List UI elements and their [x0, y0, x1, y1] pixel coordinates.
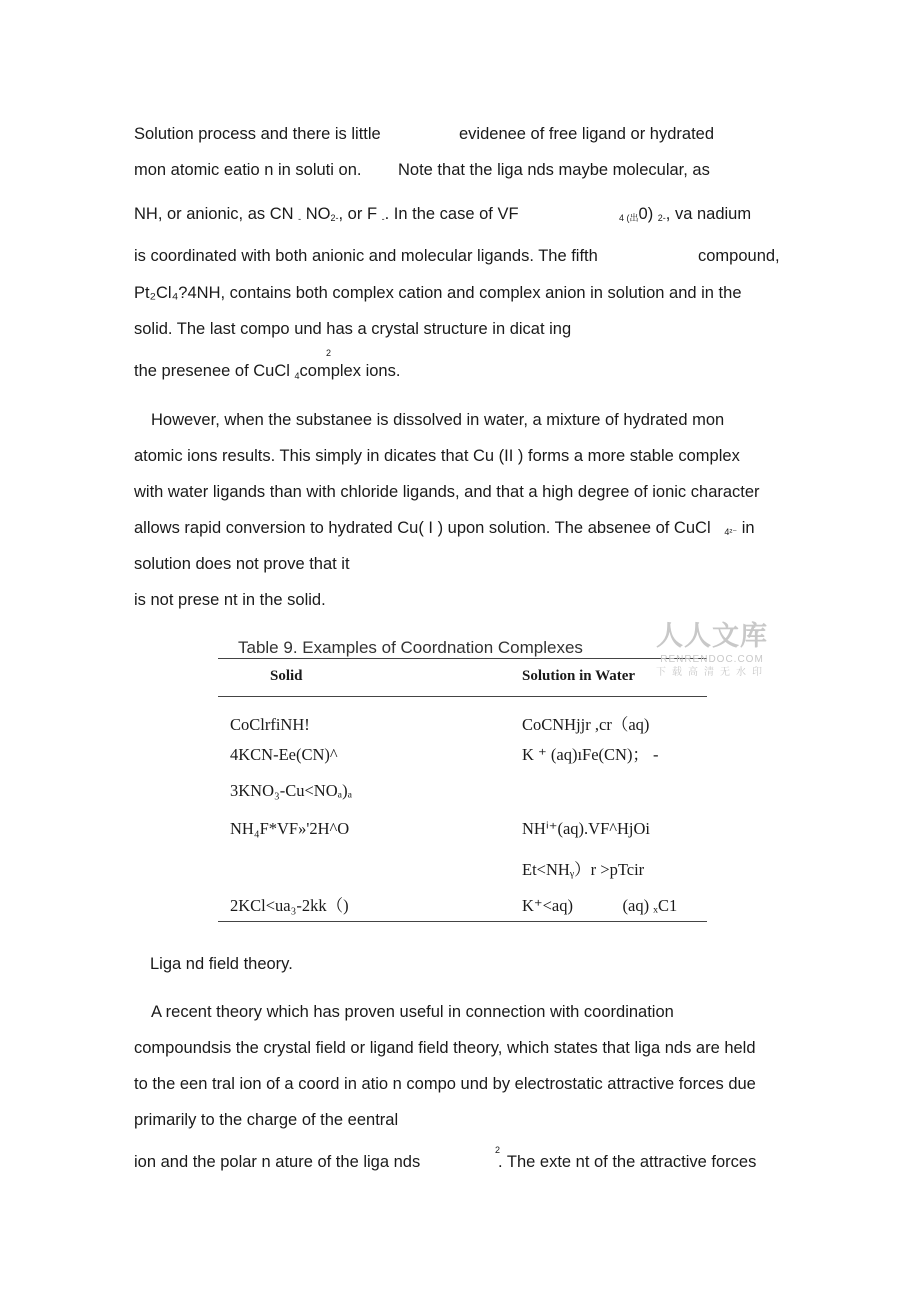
table-cell-solution: Et<NHᵧ）r >pTcir — [522, 860, 645, 879]
section-line4: primarily to the charge of the eentral — [134, 1111, 399, 1129]
para1-line5: Pt₂Cl₄?4NH, contains both complex cation and complex anion in solution and in the — [134, 284, 742, 302]
text-segment: NO — [305, 205, 331, 223]
para1-line7 — [134, 361, 400, 383]
para2-line4 — [134, 518, 755, 540]
table-caption: Table 9. Examples of Coordnation Complexes — [238, 638, 583, 657]
subscript: - — [298, 214, 302, 224]
para1-line6: solid. The last compo und has a crystal structure in dicat ing — [134, 320, 572, 338]
table-cell-solid: 4KCN-Ee(CN)^ — [230, 745, 338, 764]
text-segment: complex ions. — [299, 362, 401, 380]
watermark-url: RENRENDOC.COM — [660, 654, 764, 665]
section-heading: Liga nd field theory. — [150, 955, 293, 973]
table-top-rule — [218, 658, 707, 659]
subscript: 2- — [657, 213, 666, 223]
table-cell-solution: CoCNHjjr ,cr（aq) — [522, 715, 650, 734]
para2-line1: However, when the substanee is dissolved in water, a mixture of hydrated mon — [151, 411, 725, 429]
text-segment: . In the case of VF — [384, 205, 519, 223]
watermark-title: 人人文库 — [656, 621, 768, 652]
subscript: 4 (出 — [619, 213, 639, 223]
table-header-rule — [218, 696, 707, 697]
para1-line4a: is coordinated with both anionic and molecular ligands. The fifth — [134, 247, 598, 265]
para1-line1a: Solution process and there is little — [134, 125, 381, 143]
superscript: 2 — [495, 1145, 501, 1155]
text-segment: allows rapid conversion to hydrated Cu( I ) upon solution. The absenee of CuCl — [134, 519, 711, 537]
column-header-solution: Solution in Water — [522, 668, 636, 684]
text-segment: , va nadium — [665, 205, 752, 223]
table-cell-solid: 2KCl<ua₃-2kk（) — [230, 896, 349, 915]
watermark-logo — [647, 620, 777, 680]
para1-line3-right — [619, 204, 751, 226]
para2-line2: atomic ions results. This simply in dicates that Cu (II ) forms a more stable complex — [134, 447, 740, 465]
subscript: 4²⁻ — [724, 527, 738, 537]
section-line1: A recent theory which has proven useful in connection with coordination — [151, 1003, 674, 1021]
para1-line2a: mon atomic eatio n in soluti on. — [134, 161, 362, 179]
text-segment: , or F — [338, 205, 378, 223]
para2-line5: solution does not prove that it — [134, 555, 350, 573]
para1-line1b: evidenee of free ligand or hydrated — [459, 125, 715, 143]
section-line5b: . The exte nt of the attractive forces — [498, 1153, 757, 1171]
column-header-solid: Solid — [270, 668, 303, 684]
table-cell-solution: K⁺<aq) (aq) ₓC1 — [522, 896, 678, 915]
para1-line2b: Note that the liga nds maybe molecular, as — [398, 161, 710, 179]
table-cell-solution: K ⁺ (aq)ıFe(CN)； - — [522, 745, 659, 764]
para2-line6: is not prese nt in the solid. — [134, 591, 326, 609]
text-segment: the presenee of CuCl — [134, 362, 290, 380]
table-cell-solution: NHⁱ⁺(aq).VF^HjOi — [522, 819, 651, 838]
watermark-slogan: 下载高清无水印 — [656, 667, 768, 678]
para2-line3: with water ligands than with chloride ligands, and that a high degree of ionic character — [134, 483, 760, 501]
table-bottom-rule — [218, 921, 707, 922]
table-cell-solid: NH₄F*VF»'2H^O — [230, 819, 350, 838]
superscript: 2 — [326, 348, 332, 358]
subscript: - — [381, 214, 385, 224]
section-line5a: ion and the polar n ature of the liga nds — [134, 1153, 421, 1171]
para1-line4b: compound, — [698, 247, 780, 265]
subscript: 2- — [330, 213, 339, 223]
section-line3: to the een tral ion of a coord in atio n compo und by electrostatic attractive forces due — [134, 1075, 756, 1093]
para1-line3 — [134, 204, 519, 226]
table-cell-solid: CoClrfiNH! — [230, 715, 310, 734]
section-line2: compoundsis the crystal field or ligand field theory, which states that liga nds are held — [134, 1039, 756, 1057]
text-segment: in — [741, 519, 755, 537]
table-cell-solid: 3KNO₃-Cu<NOₐ)ₐ — [230, 781, 353, 800]
subscript: 4 — [294, 371, 300, 381]
text-segment: 0) — [638, 205, 654, 223]
text-segment: NH, or anionic, as CN — [134, 205, 294, 223]
